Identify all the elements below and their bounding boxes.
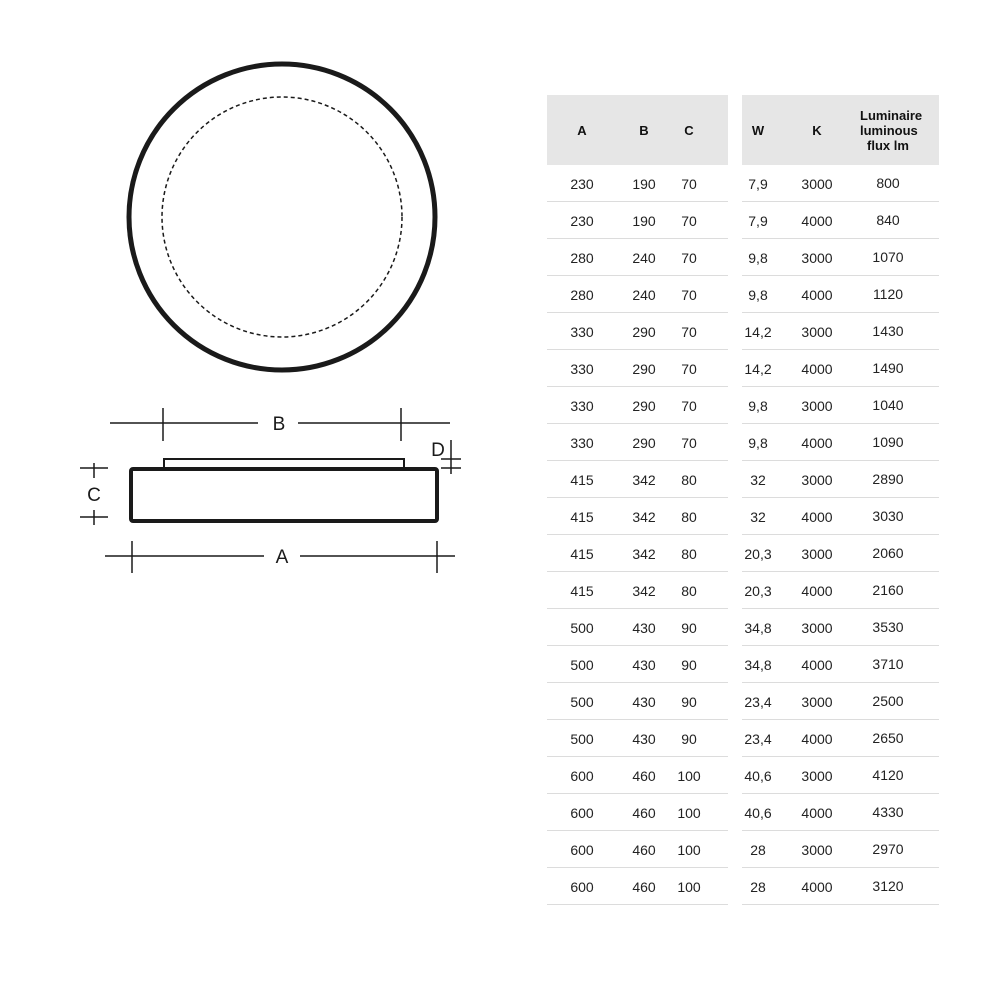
table-row	[742, 535, 939, 572]
cell-k: 3000	[801, 693, 833, 710]
cell-b: 190	[632, 175, 656, 192]
table-row	[547, 720, 728, 757]
cell-luminous-flux: 1090	[872, 434, 904, 450]
cell-w: 7,9	[748, 212, 768, 229]
cell-a: 330	[570, 434, 594, 451]
cell-luminous-flux: 2500	[872, 693, 904, 709]
table-row	[547, 535, 728, 572]
header-k: K	[812, 122, 822, 138]
cell-a: 600	[570, 841, 594, 858]
table-row	[742, 276, 939, 313]
cell-c: 70	[681, 175, 697, 192]
dimensions-table-header	[547, 95, 728, 165]
side-view-body	[131, 469, 437, 521]
table-row	[742, 350, 939, 387]
cell-w: 32	[750, 471, 766, 488]
cell-luminous-flux: 3120	[872, 878, 904, 894]
cell-k: 4000	[801, 434, 833, 451]
cell-c: 70	[681, 323, 697, 340]
table-row	[742, 720, 939, 757]
cell-b: 290	[632, 397, 656, 414]
cell-c: 80	[681, 545, 697, 562]
cell-a: 500	[570, 619, 594, 636]
cell-k: 3000	[801, 471, 833, 488]
cell-b: 342	[632, 582, 656, 599]
cell-a: 280	[570, 249, 594, 266]
cell-w: 9,8	[748, 434, 768, 451]
cell-a: 500	[570, 656, 594, 673]
cell-b: 290	[632, 360, 656, 377]
cell-w: 40,6	[744, 804, 772, 821]
cell-w: 9,8	[748, 286, 768, 303]
cell-c: 80	[681, 508, 697, 525]
cell-k: 4000	[801, 360, 833, 377]
cell-c: 70	[681, 360, 697, 377]
cell-k: 3000	[801, 545, 833, 562]
table-row	[547, 350, 728, 387]
cell-luminous-flux: 3030	[872, 508, 904, 524]
cell-k: 4000	[801, 286, 833, 303]
cell-b: 342	[632, 471, 656, 488]
cell-a: 280	[570, 286, 594, 303]
table-row	[547, 794, 728, 831]
cell-luminous-flux: 840	[876, 212, 900, 228]
table-row	[547, 424, 728, 461]
cell-luminous-flux: 2060	[872, 545, 904, 561]
cell-c: 90	[681, 693, 697, 710]
table-row	[547, 609, 728, 646]
cell-luminous-flux: 2970	[872, 841, 904, 857]
table-row	[547, 646, 728, 683]
cell-k: 3000	[801, 767, 833, 784]
cell-w: 7,9	[748, 175, 768, 192]
cell-b: 460	[632, 804, 656, 821]
cell-a: 230	[570, 212, 594, 229]
cell-luminous-flux: 1120	[872, 286, 904, 302]
header-b: B	[639, 122, 649, 138]
table-row	[742, 424, 939, 461]
cell-k: 4000	[801, 582, 833, 599]
cell-w: 23,4	[744, 730, 772, 747]
top-view-inner-dashed-circle	[162, 97, 402, 337]
cell-a: 415	[570, 582, 594, 599]
table-row	[742, 461, 939, 498]
cell-k: 4000	[801, 508, 833, 525]
cell-a: 600	[570, 767, 594, 784]
cell-c: 90	[681, 656, 697, 673]
cell-b: 240	[632, 286, 656, 303]
table-row	[547, 202, 728, 239]
cell-w: 28	[750, 878, 766, 895]
table-row	[547, 276, 728, 313]
cell-a: 330	[570, 360, 594, 377]
cell-c: 90	[681, 730, 697, 747]
table-row	[742, 202, 939, 239]
table-row	[742, 646, 939, 683]
cell-luminous-flux: 3530	[872, 619, 904, 635]
luminaire-technical-drawing	[0, 0, 520, 620]
cell-k: 3000	[801, 619, 833, 636]
cell-w: 14,2	[744, 323, 772, 340]
dimensions-table-body	[547, 165, 728, 905]
dimension-d-label: D	[431, 440, 445, 461]
cell-k: 3000	[801, 323, 833, 340]
cell-c: 100	[677, 841, 701, 858]
cell-k: 3000	[801, 841, 833, 858]
cell-c: 90	[681, 619, 697, 636]
header-a: A	[577, 122, 587, 138]
cell-k: 4000	[801, 730, 833, 747]
table-row	[547, 498, 728, 535]
table-row	[742, 239, 939, 276]
cell-c: 70	[681, 286, 697, 303]
cell-luminous-flux: 1430	[872, 323, 904, 339]
cell-a: 415	[570, 545, 594, 562]
cell-a: 600	[570, 878, 594, 895]
performance-table-header	[742, 95, 939, 165]
cell-b: 290	[632, 323, 656, 340]
cell-a: 330	[570, 323, 594, 340]
cell-w: 14,2	[744, 360, 772, 377]
cell-luminous-flux: 800	[876, 175, 900, 191]
cell-a: 500	[570, 693, 594, 710]
cell-c: 80	[681, 471, 697, 488]
dimension-b-label: B	[272, 414, 286, 435]
cell-b: 342	[632, 508, 656, 525]
cell-k: 4000	[801, 878, 833, 895]
cell-w: 32	[750, 508, 766, 525]
cell-b: 460	[632, 767, 656, 784]
cell-b: 240	[632, 249, 656, 266]
top-view-outer-circle	[129, 64, 435, 370]
cell-b: 460	[632, 878, 656, 895]
table-row	[742, 165, 939, 202]
header-c: C	[684, 122, 694, 138]
table-row	[547, 572, 728, 609]
cell-w: 23,4	[744, 693, 772, 710]
cell-c: 70	[681, 434, 697, 451]
cell-luminous-flux: 1490	[872, 360, 904, 376]
table-row	[547, 239, 728, 276]
cell-b: 342	[632, 545, 656, 562]
header-w: W	[751, 122, 765, 138]
cell-w: 40,6	[744, 767, 772, 784]
table-row	[547, 313, 728, 350]
dimension-c-label: C	[87, 485, 101, 506]
table-row	[742, 609, 939, 646]
cell-b: 290	[632, 434, 656, 451]
dimension-a-label: A	[275, 547, 289, 568]
cell-k: 3000	[801, 397, 833, 414]
table-row	[547, 683, 728, 720]
cell-luminous-flux: 1040	[872, 397, 904, 413]
table-row	[547, 387, 728, 424]
cell-luminous-flux: 3710	[872, 656, 904, 672]
cell-a: 330	[570, 397, 594, 414]
cell-w: 9,8	[748, 397, 768, 414]
table-row	[742, 683, 939, 720]
table-row	[742, 313, 939, 350]
performance-table-body	[742, 165, 939, 905]
table-row	[547, 165, 728, 202]
table-row	[742, 868, 939, 905]
cell-a: 230	[570, 175, 594, 192]
cell-w: 20,3	[744, 582, 772, 599]
table-row	[742, 387, 939, 424]
cell-k: 4000	[801, 212, 833, 229]
cell-w: 34,8	[744, 656, 772, 673]
cell-c: 100	[677, 767, 701, 784]
cell-b: 430	[632, 730, 656, 747]
cell-w: 9,8	[748, 249, 768, 266]
cell-b: 190	[632, 212, 656, 229]
cell-k: 3000	[801, 175, 833, 192]
cell-w: 20,3	[744, 545, 772, 562]
cell-k: 3000	[801, 249, 833, 266]
cell-c: 70	[681, 397, 697, 414]
cell-b: 460	[632, 841, 656, 858]
cell-luminous-flux: 1070	[872, 249, 904, 265]
cell-w: 34,8	[744, 619, 772, 636]
cell-a: 415	[570, 508, 594, 525]
cell-a: 415	[570, 471, 594, 488]
dimensions-table	[547, 95, 728, 905]
cell-b: 430	[632, 693, 656, 710]
cell-c: 100	[677, 878, 701, 895]
cell-luminous-flux: 4120	[872, 767, 904, 783]
cell-luminous-flux: 4330	[872, 804, 904, 820]
cell-w: 28	[750, 841, 766, 858]
cell-luminous-flux: 2890	[872, 471, 904, 487]
cell-c: 70	[681, 212, 697, 229]
table-row	[742, 572, 939, 609]
header-luminous-flux: Luminaire luminous flux lm	[860, 107, 923, 153]
cell-c: 80	[681, 582, 697, 599]
table-row	[742, 498, 939, 535]
table-row	[547, 757, 728, 794]
cell-b: 430	[632, 656, 656, 673]
performance-table	[742, 95, 939, 905]
cell-b: 430	[632, 619, 656, 636]
cell-luminous-flux: 2160	[872, 582, 904, 598]
table-row	[742, 831, 939, 868]
table-row	[742, 794, 939, 831]
cell-luminous-flux: 2650	[872, 730, 904, 746]
cell-c: 70	[681, 249, 697, 266]
table-row	[547, 868, 728, 905]
cell-a: 500	[570, 730, 594, 747]
cell-k: 4000	[801, 804, 833, 821]
table-row	[742, 757, 939, 794]
cell-a: 600	[570, 804, 594, 821]
table-row	[547, 461, 728, 498]
cell-c: 100	[677, 804, 701, 821]
cell-k: 4000	[801, 656, 833, 673]
table-row	[547, 831, 728, 868]
